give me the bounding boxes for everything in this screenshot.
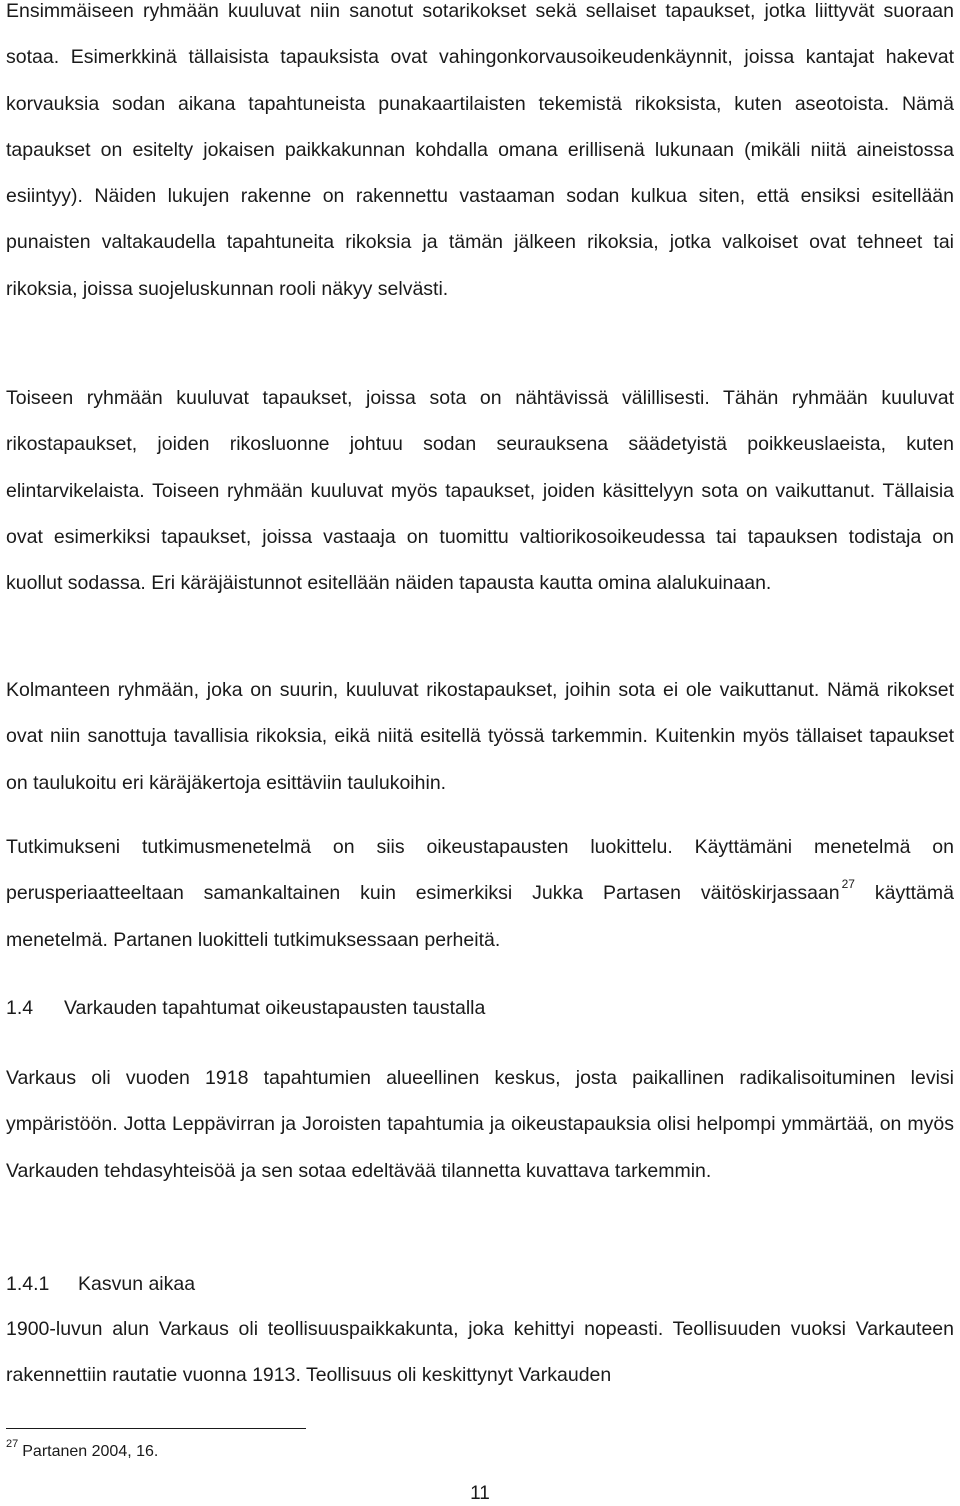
footnote-number: 27 xyxy=(6,1437,19,1450)
section-number: 1.4 xyxy=(6,997,34,1019)
page-number: 11 xyxy=(470,1483,490,1504)
paragraph-research-method xyxy=(6,824,954,963)
paragraph-ordinary-crimes-group: Kolmanteen ryhmään, joka on suurin, kuuluvat rikostapaukset, joihin sota ei ole vaikuttanut. Nämä rikokset ovat niin sanottuja tavallisia rikoksia, eikä niitä esitellä työssä tarkemmin. Kuitenkin myös tällaiset tapaukset on taulukoitu eri käräjäkertoja esittäviin taulukoihin. xyxy=(6,679,954,794)
paragraph-indirect-war-group: Toiseen ryhmään kuuluvat tapaukset, joissa sota on nähtävissä välillisesti. Tähän ryhmään kuuluvat rikostapaukset, joiden rikosluonne johtuu sodan seurauksena säädetyistä poikkeuslaeista, kuten elintarvikelaista. Toiseen ryhmään kuuluvat myös tapaukset, joiden käsittelyyn sota on vaikuttanut. Tällaisia ovat esimerkiksi tapaukset, joissa vastaaja on tuomittu valtiorikosoikeudessa tai tapauksen todistaja on kuollut sodassa. Eri käräjäistunnot esitellään näiden tapausta kautta omina alalukuinaan. xyxy=(6,387,954,595)
section-heading xyxy=(6,993,485,1023)
paragraph-text: käyttämä menetelmä. Partanen luokitteli tutkimuksessaan perheitä. xyxy=(6,882,954,951)
paragraph-text: Tutkimukseni tutkimusmenetelmä on siis oikeustapausten luokittelu. Käyttämäni menetelmä on perusperiaatteeltaan samankaltainen kuin esimerkiksi Jukka Partasen väitöskirjassaan xyxy=(6,836,954,905)
footnote-reference[interactable]: 27 xyxy=(841,876,855,891)
footnote-text: Partanen 2004, 16. xyxy=(22,1443,159,1460)
paragraph-varkaus-center: Varkaus oli vuoden 1918 tapahtumien alueellinen keskus, josta paikallinen radikalisoituminen levisi ympäristöön. Jotta Leppävirran ja Joroisten tapahtumia ja oikeustapauksia olisi helpompi ymmärtää, on myös Varkauden tehdasyhteisöä ja sen sotaa edeltävää tilannetta kuvattava tarkemmin. xyxy=(6,1067,954,1182)
footnote-divider xyxy=(6,1428,306,1429)
subsection-number: 1.4.1 xyxy=(6,1273,50,1295)
section-title: Varkauden tapahtumat oikeustapausten taustalla xyxy=(64,997,486,1019)
paragraph-growth-era: 1900-luvun alun Varkaus oli teollisuuspaikkakunta, joka kehittyi nopeasti. Teollisuuden vuoksi Varkauteen rakennettiin rautatie vuonna 1913. Teollisuus oli keskittynyt Varkauden xyxy=(6,1318,954,1387)
paragraph-war-crimes-group: Ensimmäiseen ryhmään kuuluvat niin sanotut sotarikokset sekä sellaiset tapaukset, jotka liittyvät suoraan sotaa. Esimerkkinä tällaisista tapauksista ovat vahingonkorvausoikeudenkäynnit, joissa kantajat hakevat korvauksia sodan aikana tapahtuneista punakaartilaisten tekemistä rikoksista, kuten aseotoista. Nämä tapaukset on esitelty jokaisen paikkakunnan kohdalla omana erillisenä lukunaan (mikäli niitä aineistossa esiintyy). Näiden lukujen rakenne on rakennettu vastaaman sodan kulkua siten, että ensiksi esitellään punaisten valtakaudella tapahtuneita rikoksia ja tämän jälkeen rikoksia, jotka valkoiset ovat tehneet tai rikoksia, joissa suojeluskunnan rooli näkyy selvästi. xyxy=(6,0,954,300)
subsection-heading xyxy=(6,1269,195,1299)
document-page xyxy=(6,0,954,1505)
footnote xyxy=(6,1438,158,1466)
subsection-title: Kasvun aikaa xyxy=(78,1273,196,1295)
